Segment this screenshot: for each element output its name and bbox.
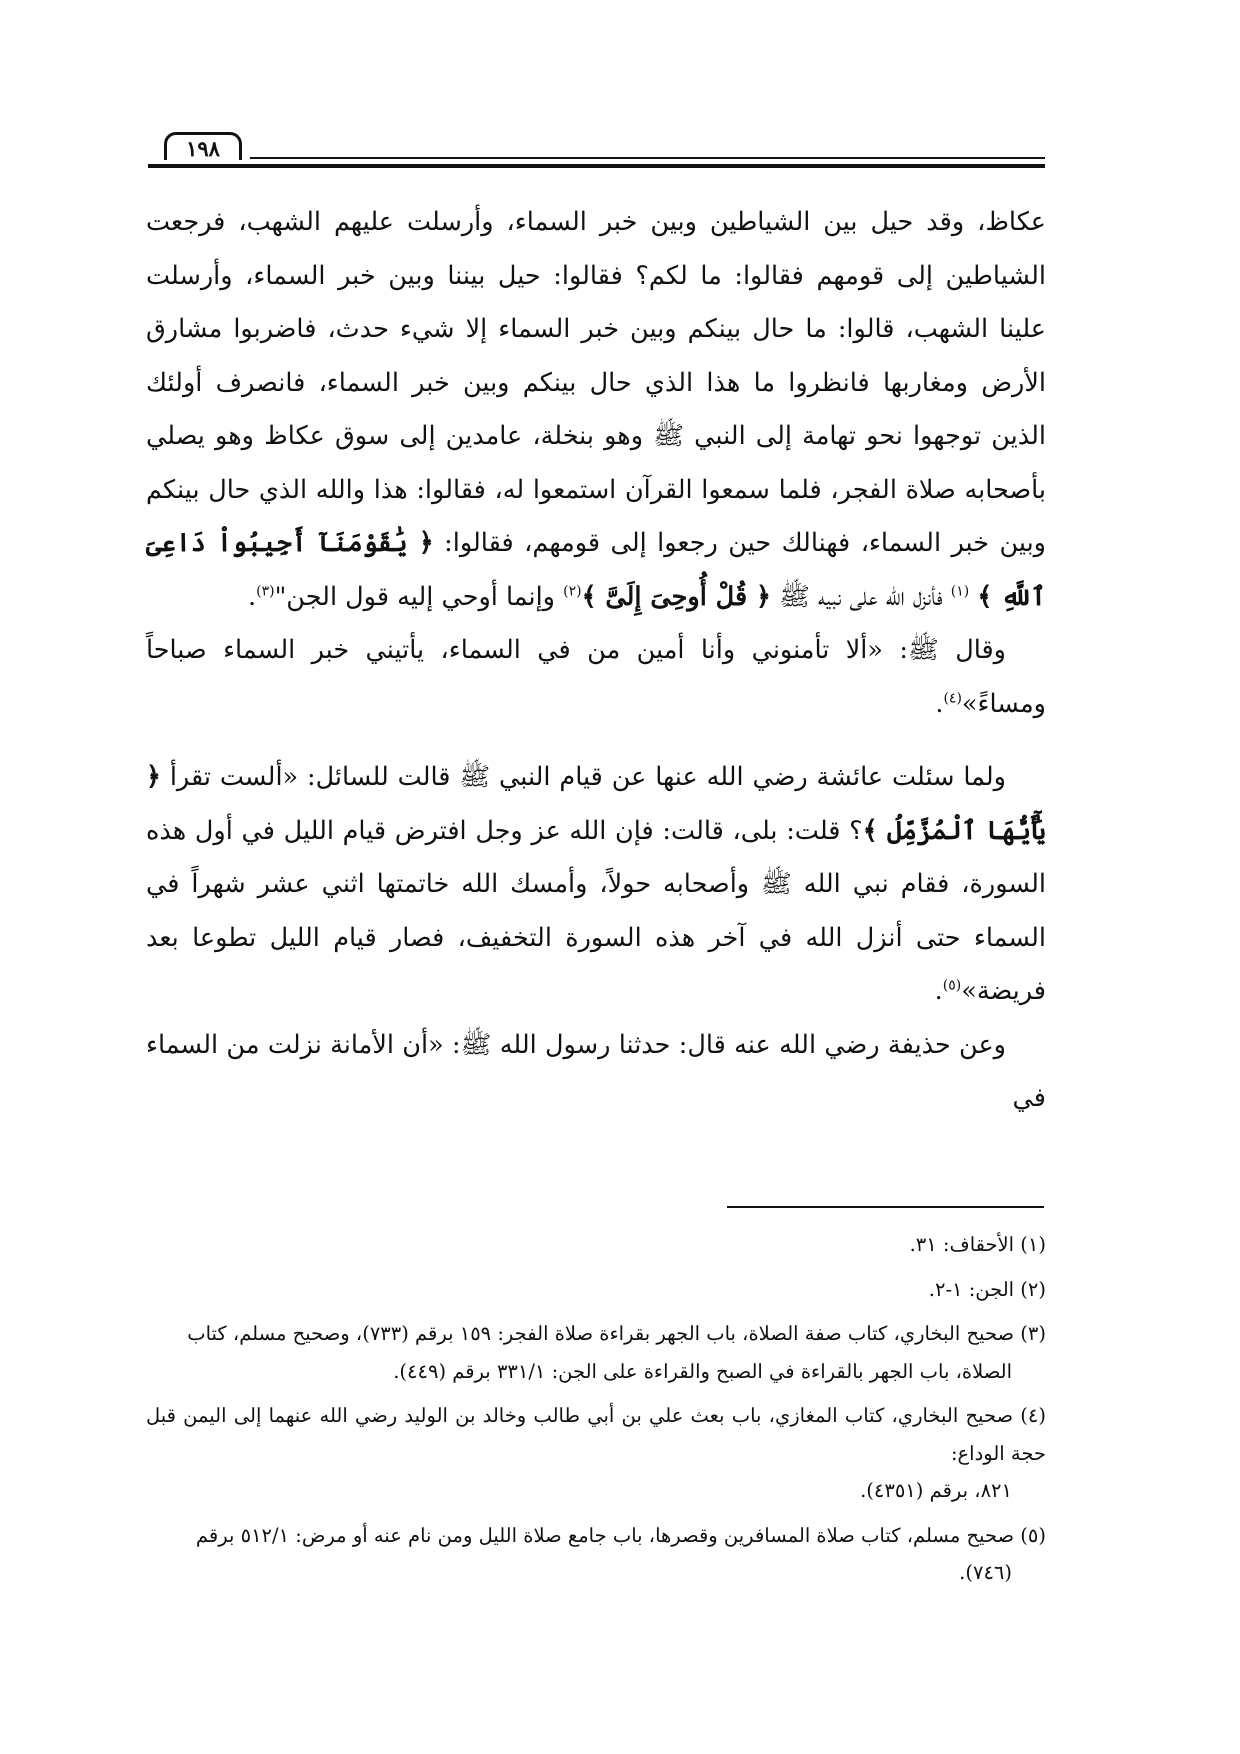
quran-verse-3: ﴿ يَٰٓأَيُّهَا ٱلْمُزَّمِّلُ ﴾ [146, 762, 1046, 846]
footnote-ref-2: (٢) [563, 583, 582, 599]
footnote-ref-5: (٥) [942, 977, 962, 994]
text-run: وقال ﷺ: «ألا تأمنوني وأنا أمين من في السماء، يأتيني خبر السماء صباحاً ومساءً» [146, 635, 1046, 719]
footnote-separator [727, 1206, 1044, 1208]
footnote-2 [146, 1271, 1046, 1309]
main-text [146, 196, 1046, 1126]
paragraph-2 [146, 624, 1046, 731]
text-run: ولما سئلت عائشة رضي الله عنها عن قيام النبي ﷺ قالت للسائل: «ألست تقرأ [160, 762, 1006, 792]
footnote-line: (٥) صحيح مسلم، كتاب صلاة المسافرين وقصرها، باب جامع صلاة الليل ومن نام عنه أو مرض: ٥١٢/١ برقم [195, 1523, 1046, 1547]
quran-verse-2: ﴿ قُلْ أُوحِىَ إِلَىَّ ﴾ [581, 581, 771, 612]
footnote-4 [146, 1397, 1046, 1510]
footnotes [146, 1226, 1046, 1599]
footnote-5 [146, 1517, 1046, 1592]
paragraph-1 [146, 196, 1046, 624]
paragraph-3 [146, 751, 1046, 1019]
quran-verse-1: ﴿ يَٰقَوْمَنَآ أَجِيبُواْ دَاعِىَ ٱللَّهِ ﴾ [146, 528, 1046, 612]
footnote-3 [146, 1315, 1046, 1390]
footnote-line: الصلاة، باب الجهر بالقراءة في الصبح والقراءة على الجن: ٣٣١/١ برقم (٤٤٩). [393, 1359, 1012, 1383]
footnote-line: (٢) الجن: ١-٢. [928, 1277, 1046, 1301]
text-run: وعن حذيفة رضي الله عنه قال: حدثنا رسول الله ﷺ: «أن الأمانة نزلت من السماء في [146, 1029, 1046, 1113]
text-run: ؟ قلت: بلى، قالت: فإن الله عز وجل افترض قيام الليل في أول هذه السورة، فقام نبي الله ﷺ وأصحابه حولاً، وأمسك الله خاتمتها اثني عشر شهراً في السماء حتى أنزل الله في آخر هذه السورة التخفيف، فصار قيام الليل تطوعا بعد فريضة» [146, 815, 1046, 1006]
page-header [148, 126, 1045, 172]
text-run: . [934, 976, 943, 1006]
footnote-1 [146, 1226, 1046, 1264]
footnote-line: (٤) صحيح البخاري، كتاب المغازي، باب بعث علي بن أبي طالب وخالد بن الوليد رضي الله عنهما إلى اليمن قبل حجة الوداع: [146, 1404, 1046, 1465]
page-number: ١٩٨ [164, 132, 242, 160]
text-run: عكاظ، وقد حيل بين الشياطين وبين خبر السماء، وأرسلت عليهم الشهب، فرجعت الشياطين إلى قومهم فقالوا: ما لكم؟ فقالوا: حيل بيننا وبين خبر السماء، وأرسلت علينا الشهب، قالوا: ما حال بينكم وبين خبر السماء إلا شيء حدث، فاضربوا مشارق الأرض ومغاربها فانظروا ما هذا الذي حال بينكم وبين خبر السماء، فانصرف أولئك الذين توجهوا نحو تهامة إلى النبي ﷺ وهو بنخلة، عامدين إلى سوق عكاظ وهو يصلي بأصحابه صلاة الفجر، فلما سمعوا القرآن استمعوا له، فقالوا: هذا والله الذي حال بينكم وبين خبر السماء، فهنالك حين رجعوا إلى قومهم، فقالوا: [146, 207, 1046, 558]
paragraph-4 [146, 1019, 1046, 1126]
text-run: . [248, 581, 257, 612]
footnote-ref-3: (٣) [256, 583, 275, 599]
header-rule-thin [250, 157, 1045, 159]
footnote-ref-1: (١) [950, 583, 970, 599]
footnote-ref-4: (٤) [943, 690, 962, 706]
text-run: . [935, 688, 944, 719]
text-run: فأنزل الله على نبيه ﷺ [771, 581, 951, 612]
footnote-line: (٣) صحيح البخاري، كتاب صفة الصلاة، باب الجهر بقراءة صلاة الفجر: ١٥٩ برقم (٧٣٣)، وصحيح مسلم، كتاب [187, 1322, 1046, 1345]
footnote-line: (٧٤٦). [959, 1561, 1012, 1584]
footnote-line: ٨٢١، برقم (٤٣٥١). [860, 1479, 1012, 1502]
header-rule-thick [148, 164, 1045, 168]
footnote-line: (١) الأحقاف: ٣١. [909, 1233, 1046, 1256]
text-run: وإنما أوحي إليه قول الجن" [274, 581, 564, 612]
